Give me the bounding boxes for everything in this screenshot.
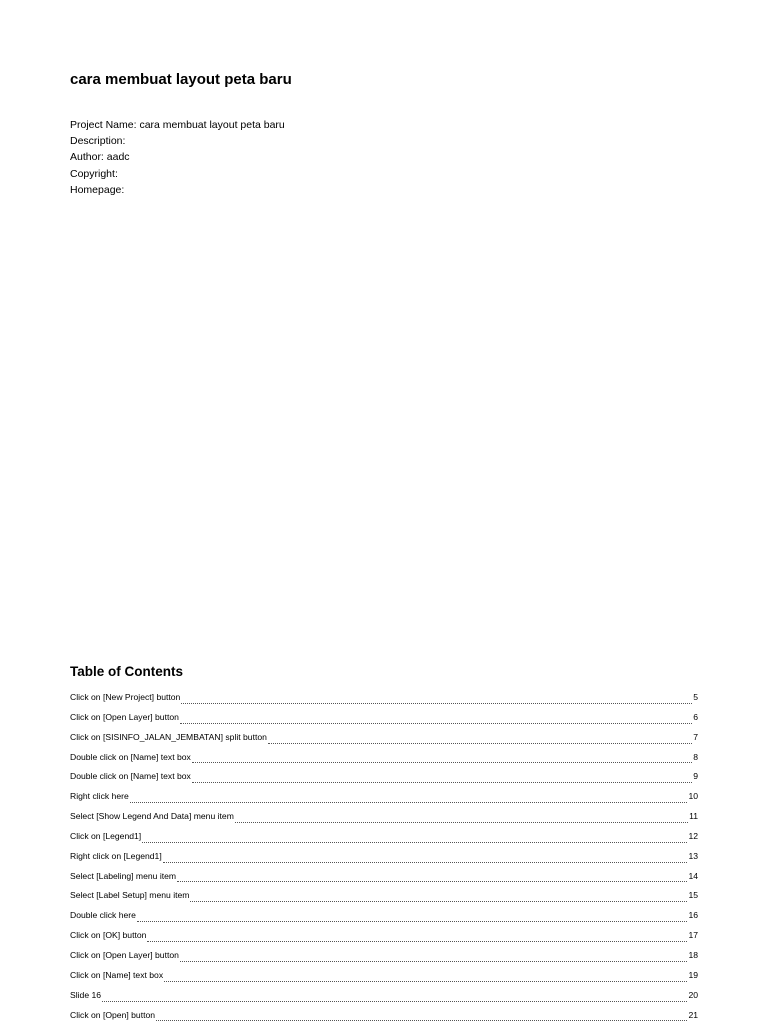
toc-entry-label[interactable]: Double click on [Name] text box xyxy=(70,752,191,762)
toc-entry-page-number[interactable]: 7 xyxy=(693,732,698,742)
toc-dot-leader xyxy=(190,901,687,902)
meta-description: Description: xyxy=(70,133,285,149)
toc-dot-leader xyxy=(164,981,687,982)
toc-entry-page-number[interactable]: 10 xyxy=(688,791,698,801)
toc-entry-page-number[interactable]: 13 xyxy=(688,851,698,861)
toc-entry-page-number[interactable]: 20 xyxy=(688,990,698,1000)
meta-copyright: Copyright: xyxy=(70,166,285,182)
toc-entry-label[interactable]: Click on [Name] text box xyxy=(70,970,163,980)
toc-entry-label[interactable]: Click on [SISINFO_JALAN_JEMBATAN] split button xyxy=(70,732,267,742)
toc-dot-leader xyxy=(177,881,687,882)
toc-entry-label[interactable]: Double click here xyxy=(70,910,136,920)
toc-entry-label[interactable]: Select [Label Setup] menu item xyxy=(70,890,189,900)
toc-entry-page-number[interactable]: 12 xyxy=(688,831,698,841)
toc-entry-label[interactable]: Click on [Open Layer] button xyxy=(70,712,179,722)
toc-entry[interactable] xyxy=(70,811,698,831)
toc-entry-page-number[interactable]: 17 xyxy=(688,930,698,940)
toc-entry-page-number[interactable]: 15 xyxy=(688,890,698,900)
toc-dot-leader xyxy=(142,842,687,843)
toc-heading: Table of Contents xyxy=(70,664,183,679)
toc-dot-leader xyxy=(180,723,692,724)
toc-entry[interactable] xyxy=(70,771,698,791)
toc-entry[interactable] xyxy=(70,970,698,990)
toc-entry-label[interactable]: Select [Labeling] menu item xyxy=(70,871,176,881)
toc-dot-leader xyxy=(147,941,687,942)
meta-author: Author: aadc xyxy=(70,149,285,165)
table-of-contents xyxy=(70,692,698,1029)
toc-dot-leader xyxy=(268,743,692,744)
meta-project-name: Project Name: cara membuat layout peta baru xyxy=(70,117,285,133)
toc-entry[interactable] xyxy=(70,791,698,811)
toc-entry-page-number[interactable]: 19 xyxy=(688,970,698,980)
toc-dot-leader xyxy=(192,762,692,763)
toc-entry[interactable] xyxy=(70,871,698,891)
toc-dot-leader xyxy=(192,782,692,783)
toc-entry[interactable] xyxy=(70,930,698,950)
toc-entry-page-number[interactable]: 18 xyxy=(688,950,698,960)
toc-entry[interactable] xyxy=(70,1010,698,1029)
toc-entry-page-number[interactable]: 16 xyxy=(688,910,698,920)
toc-dot-leader xyxy=(181,703,692,704)
toc-entry-label[interactable]: Slide 16 xyxy=(70,990,101,1000)
toc-entry-label[interactable]: Click on [Open Layer] button xyxy=(70,950,179,960)
toc-entry-page-number[interactable]: 11 xyxy=(689,811,698,821)
toc-entry-page-number[interactable]: 21 xyxy=(688,1010,698,1020)
toc-dot-leader xyxy=(180,961,688,962)
toc-dot-leader xyxy=(102,1001,687,1002)
toc-dot-leader xyxy=(235,822,688,823)
toc-dot-leader xyxy=(156,1020,687,1021)
toc-entry-page-number[interactable]: 8 xyxy=(693,752,698,762)
toc-entry-label[interactable]: Double click on [Name] text box xyxy=(70,771,191,781)
toc-entry[interactable] xyxy=(70,890,698,910)
toc-entry[interactable] xyxy=(70,831,698,851)
toc-entry-label[interactable]: Click on [Legend1] xyxy=(70,831,141,841)
toc-entry-page-number[interactable]: 5 xyxy=(693,692,698,702)
toc-entry-label[interactable]: Right click here xyxy=(70,791,129,801)
toc-entry-label[interactable]: Select [Show Legend And Data] menu item xyxy=(70,811,234,821)
toc-entry-label[interactable]: Click on [New Project] button xyxy=(70,692,180,702)
toc-entry-label[interactable]: Click on [OK] button xyxy=(70,930,146,940)
toc-entry[interactable] xyxy=(70,692,698,712)
toc-entry-label[interactable]: Click on [Open] button xyxy=(70,1010,155,1020)
toc-entry[interactable] xyxy=(70,910,698,930)
toc-entry[interactable] xyxy=(70,712,698,732)
toc-entry-page-number[interactable]: 9 xyxy=(693,771,698,781)
toc-entry-label[interactable]: Right click on [Legend1] xyxy=(70,851,162,861)
toc-entry[interactable] xyxy=(70,990,698,1010)
toc-dot-leader xyxy=(163,862,688,863)
document-title: cara membuat layout peta baru xyxy=(70,71,292,88)
project-metadata xyxy=(70,117,285,198)
toc-entry-page-number[interactable]: 6 xyxy=(693,712,698,722)
toc-entry[interactable] xyxy=(70,752,698,772)
toc-entry[interactable] xyxy=(70,732,698,752)
toc-entry[interactable] xyxy=(70,950,698,970)
toc-dot-leader xyxy=(137,921,688,922)
toc-entry-page-number[interactable]: 14 xyxy=(688,871,698,881)
meta-homepage: Homepage: xyxy=(70,182,285,198)
toc-entry[interactable] xyxy=(70,851,698,871)
toc-dot-leader xyxy=(130,802,688,803)
